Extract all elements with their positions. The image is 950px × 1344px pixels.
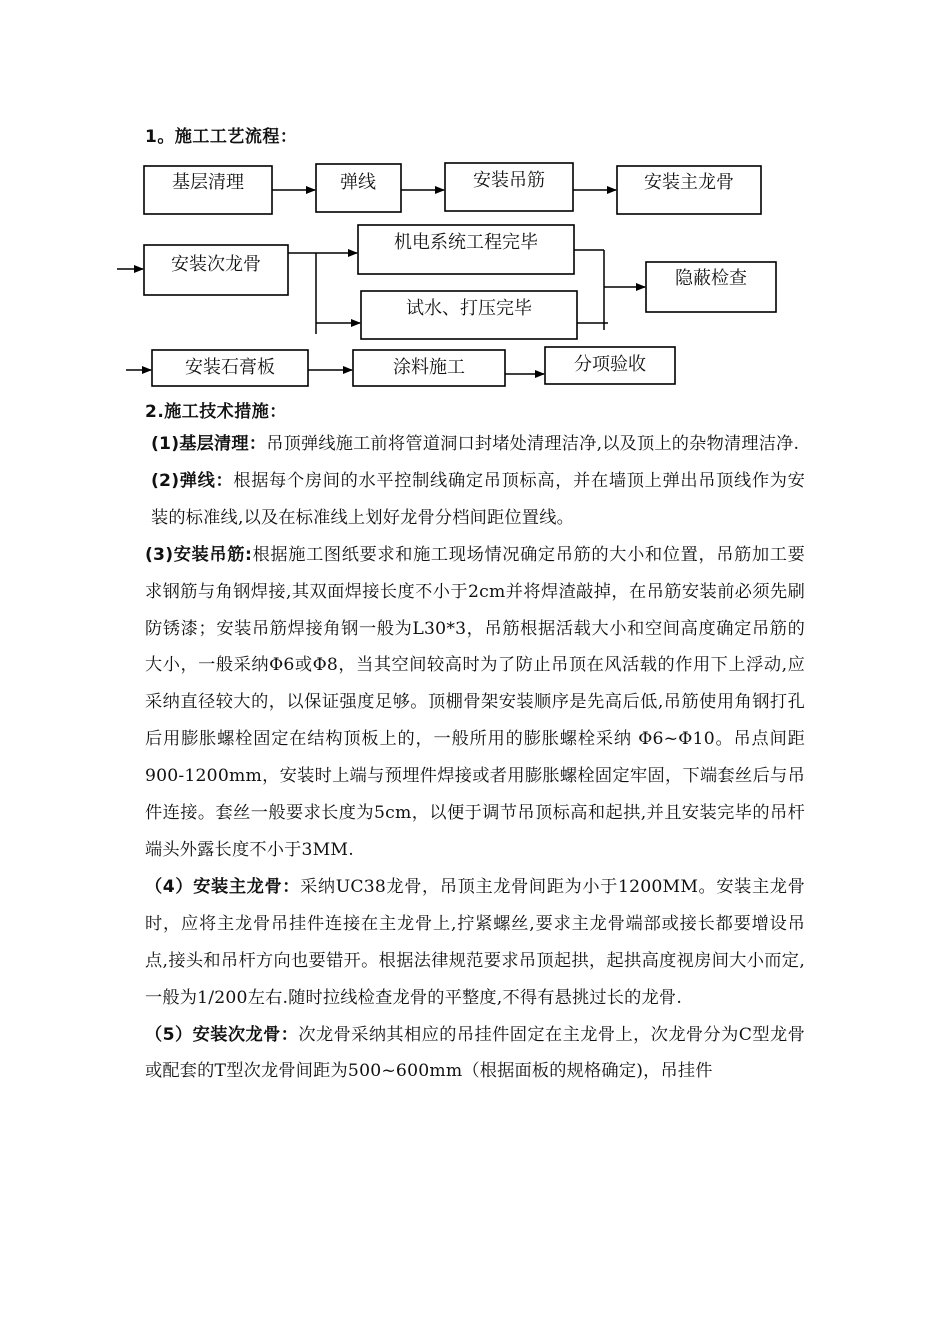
flow-label-mep-complete: 机电系统工程完毕 — [394, 232, 538, 253]
paragraph-install-hanger — [145, 537, 805, 869]
flow-box-install-secondary-keel — [144, 245, 288, 295]
paragraph-label: （4）安装主龙骨： — [145, 876, 301, 897]
paragraph-line-marking — [145, 463, 805, 537]
flow-box-sub-item-acceptance — [545, 347, 675, 384]
flow-label-concealed-inspection: 隐蔽检查 — [675, 268, 747, 289]
flow-box-install-hanger — [445, 163, 573, 211]
flow-label-install-hanger: 安装吊筋 — [473, 170, 545, 191]
flow-label-sub-item-acceptance: 分项验收 — [574, 354, 646, 375]
section-2-heading: 2.施工技术措施： — [145, 402, 287, 422]
flow-box-paint-work — [353, 350, 505, 386]
paragraph-install-secondary-keel — [145, 1017, 805, 1091]
flow-box-line-marking — [316, 164, 401, 212]
flow-box-pressure-test-complete — [361, 291, 577, 339]
section-1-heading: 1。施工工艺流程： — [145, 127, 298, 147]
paragraph-label: (2)弹线： — [151, 470, 234, 491]
flow-box-base-cleaning — [144, 166, 272, 214]
flow-label-pressure-test-complete: 试水、打压完毕 — [406, 298, 532, 319]
flow-label-install-gypsum-board: 安装石膏板 — [185, 357, 275, 378]
flow-label-install-main-keel: 安装主龙骨 — [644, 172, 734, 193]
flow-box-install-main-keel — [617, 166, 761, 214]
paragraph-text: 根据施工图纸要求和施工现场情况确定吊筋的大小和位置，吊筋加工要求钢筋与角钢焊接,其双面焊接长度不小于2cm并将焊渣敲掉，在吊筋安装前必须先刷防锈漆；安装吊筋焊接角钢一般为L30*3，吊筋根据活载大小和空间高度确定吊筋的大小，一般采纳Φ6或Φ8，当其空间较高时为了防止吊顶在风活载的作用下上浮动,应采纳直径较大的，以保证强度足够。顶棚骨架安装顺序是先高后低,吊筋使用角钢打孔后用膨胀螺栓固定在结构顶板上的，一般所用的膨胀螺栓采纳 Φ6~Φ10。吊点间距900-1200mm，安装时上端与预埋件焊接或者用膨胀螺栓固定牢固，下端套丝后与吊件连接。套丝一般要求长度为5cm，以便于调节吊顶标高和起拱,并且安装完毕的吊杆端头外露长度不小于3MM. — [145, 544, 806, 860]
paragraph-install-main-keel — [145, 869, 805, 1017]
flow-box-mep-complete — [358, 225, 574, 274]
paragraph-label: (3)安装吊筋: — [145, 544, 253, 565]
flow-box-install-gypsum-board — [152, 350, 308, 386]
flow-label-line-marking: 弹线 — [340, 172, 376, 193]
paragraph-base-cleaning — [145, 426, 805, 463]
paragraph-text: 吊顶弹线施工前将管道洞口封堵处清理洁净,以及顶上的杂物清理洁净. — [266, 434, 800, 454]
paragraph-text: 次龙骨采纳其相应的吊挂件固定在主龙骨上，次龙骨分为C型龙骨或配套的T型次龙骨间距为500~600mm（根据面板的规格确定)，吊挂件 — [145, 1024, 805, 1082]
flow-label-base-cleaning: 基层清理 — [172, 172, 244, 193]
technical-measures-body — [145, 426, 805, 1090]
flow-box-concealed-inspection — [646, 262, 776, 312]
process-flowchart — [0, 0, 950, 400]
paragraph-text: 采纳UC38龙骨，吊顶主龙骨间距为小于1200MM。安装主龙骨时，应将主龙骨吊挂件连接在主龙骨上,拧紧螺丝,要求主龙骨端部或接长都要增设吊点,接头和吊杆方向也要错开。根据法律规范要求吊顶起拱，起拱高度视房间大小而定,一般为1/200左右.随时拉线检查龙骨的平整度,不得有悬挑过长的龙骨. — [145, 876, 805, 1008]
flow-label-install-secondary-keel: 安装次龙骨 — [171, 254, 261, 275]
paragraph-text: 根据每个房间的水平控制线确定吊顶标高，并在墙顶上弹出吊顶线作为安装的标准线,以及在标准线上划好龙骨分档间距位置线。 — [151, 470, 806, 528]
flow-label-paint-work: 涂料施工 — [393, 357, 465, 378]
paragraph-label: （5）安装次龙骨： — [145, 1024, 299, 1045]
paragraph-label: (1)基层清理： — [151, 434, 267, 454]
